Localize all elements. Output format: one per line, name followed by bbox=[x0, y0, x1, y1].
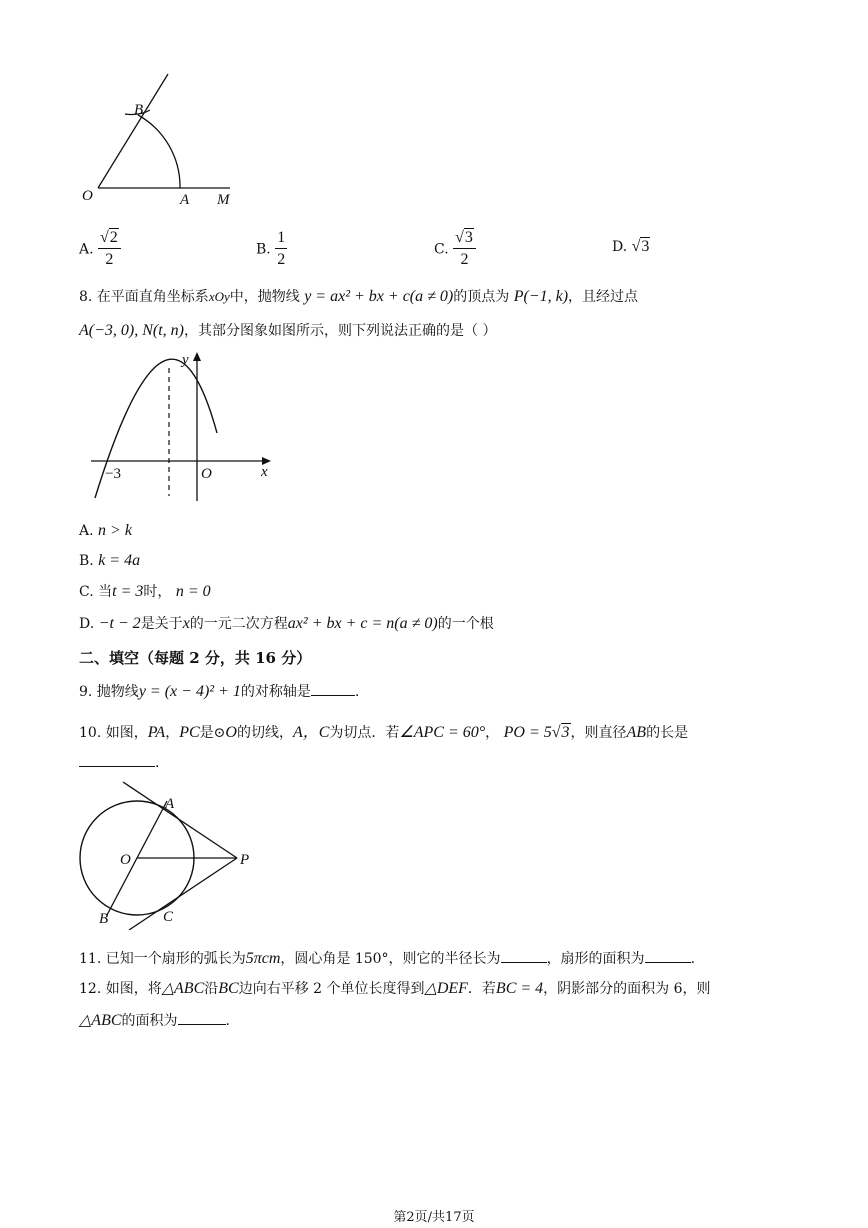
label-a: A bbox=[165, 796, 175, 812]
tangent-pc bbox=[129, 858, 237, 930]
label-o: O bbox=[120, 852, 131, 868]
label-p: P bbox=[240, 852, 250, 868]
q12-stem-line1: 12. 如图，将△ABC沿BC边向右平移 2 个单位长度得到△DEF．若BC = 4，阴影部分的面积为 6，则 bbox=[79, 980, 711, 997]
q10-stem: 10. 如图，PA，PC是⊙O的切线，A，C为切点．若∠APC = 60°， PO = 5√3，则直径AB的长是 bbox=[79, 724, 689, 741]
answer-blank-radius[interactable] bbox=[501, 948, 547, 963]
q10-answer-line: . bbox=[79, 752, 159, 771]
label-b: B bbox=[134, 102, 144, 118]
q7-option-d[interactable] bbox=[612, 238, 650, 256]
q11-stem: 11. 已知一个扇形的弧长为5πcm，圆心角是 150°，则它的半径长为 ，扇形的面积为 . bbox=[79, 950, 696, 967]
option-value: $\frac{1}{2}$ bbox=[277, 229, 286, 268]
q8-stem-line1: 8. 在平面直角坐标系xOy中，抛物线 y = ax² + bx + c(a ≠ 0)的顶点为 P(−1, k)，且经过点 bbox=[79, 288, 639, 305]
q7-option-b[interactable] bbox=[256, 228, 287, 271]
section-title: 二、填空（每题 2 分，共 16 分） bbox=[79, 649, 312, 667]
label-x: x bbox=[261, 464, 268, 480]
q8-parabola-graph bbox=[85, 348, 275, 503]
q8-option-d[interactable]: D. −t − 2是关于x的一元二次方程ax² + bx + c = n(a ≠ 0)的一个根 bbox=[79, 615, 494, 632]
label-c: C bbox=[163, 909, 174, 925]
q8-option-a[interactable]: A. n > k bbox=[79, 522, 132, 539]
label-m: M bbox=[217, 192, 230, 208]
label-o: O bbox=[82, 188, 93, 204]
q8-stem-line2: A(−3, 0), N(t, n)，其部分图象如图所示，则下列说法正确的是（ ） bbox=[79, 322, 497, 339]
option-value: √3 bbox=[631, 238, 650, 255]
option-label: C. bbox=[434, 241, 449, 258]
option-label: A. bbox=[79, 241, 94, 258]
q8-option-b[interactable]: B. k = 4a bbox=[79, 552, 141, 569]
q10-figure bbox=[75, 780, 265, 930]
answer-blank[interactable] bbox=[311, 681, 355, 696]
q8-option-c[interactable]: C. 当t = 3时， n = 0 bbox=[79, 583, 211, 600]
label-a: A bbox=[180, 192, 190, 208]
q7-option-a[interactable] bbox=[79, 228, 121, 271]
option-value: $\frac{√3}{2}$ bbox=[453, 228, 476, 271]
label-y: y bbox=[182, 352, 189, 368]
option-value: $\frac{√2}{2}$ bbox=[98, 228, 121, 271]
answer-blank[interactable] bbox=[178, 1010, 226, 1025]
option-label: B. bbox=[256, 241, 271, 258]
label-origin: O bbox=[201, 466, 212, 482]
q12-stem-line2: △ABC的面积为 . bbox=[79, 1012, 230, 1029]
label-neg3: −3 bbox=[105, 466, 121, 482]
q7-figure bbox=[70, 70, 250, 210]
page-number: 第2页/共17页 bbox=[393, 1210, 475, 1225]
answer-blank-area[interactable] bbox=[645, 948, 691, 963]
y-axis-arrow-icon bbox=[193, 352, 201, 361]
arc-ab bbox=[138, 115, 180, 188]
q9-stem: 9. 抛物线y = (x − 4)² + 1的对称轴是 . bbox=[79, 683, 360, 700]
answer-blank[interactable] bbox=[79, 752, 155, 767]
tangent-pa bbox=[123, 782, 237, 858]
label-b: B bbox=[99, 911, 109, 927]
q7-option-c[interactable] bbox=[434, 228, 476, 271]
option-label: D. bbox=[612, 239, 628, 255]
